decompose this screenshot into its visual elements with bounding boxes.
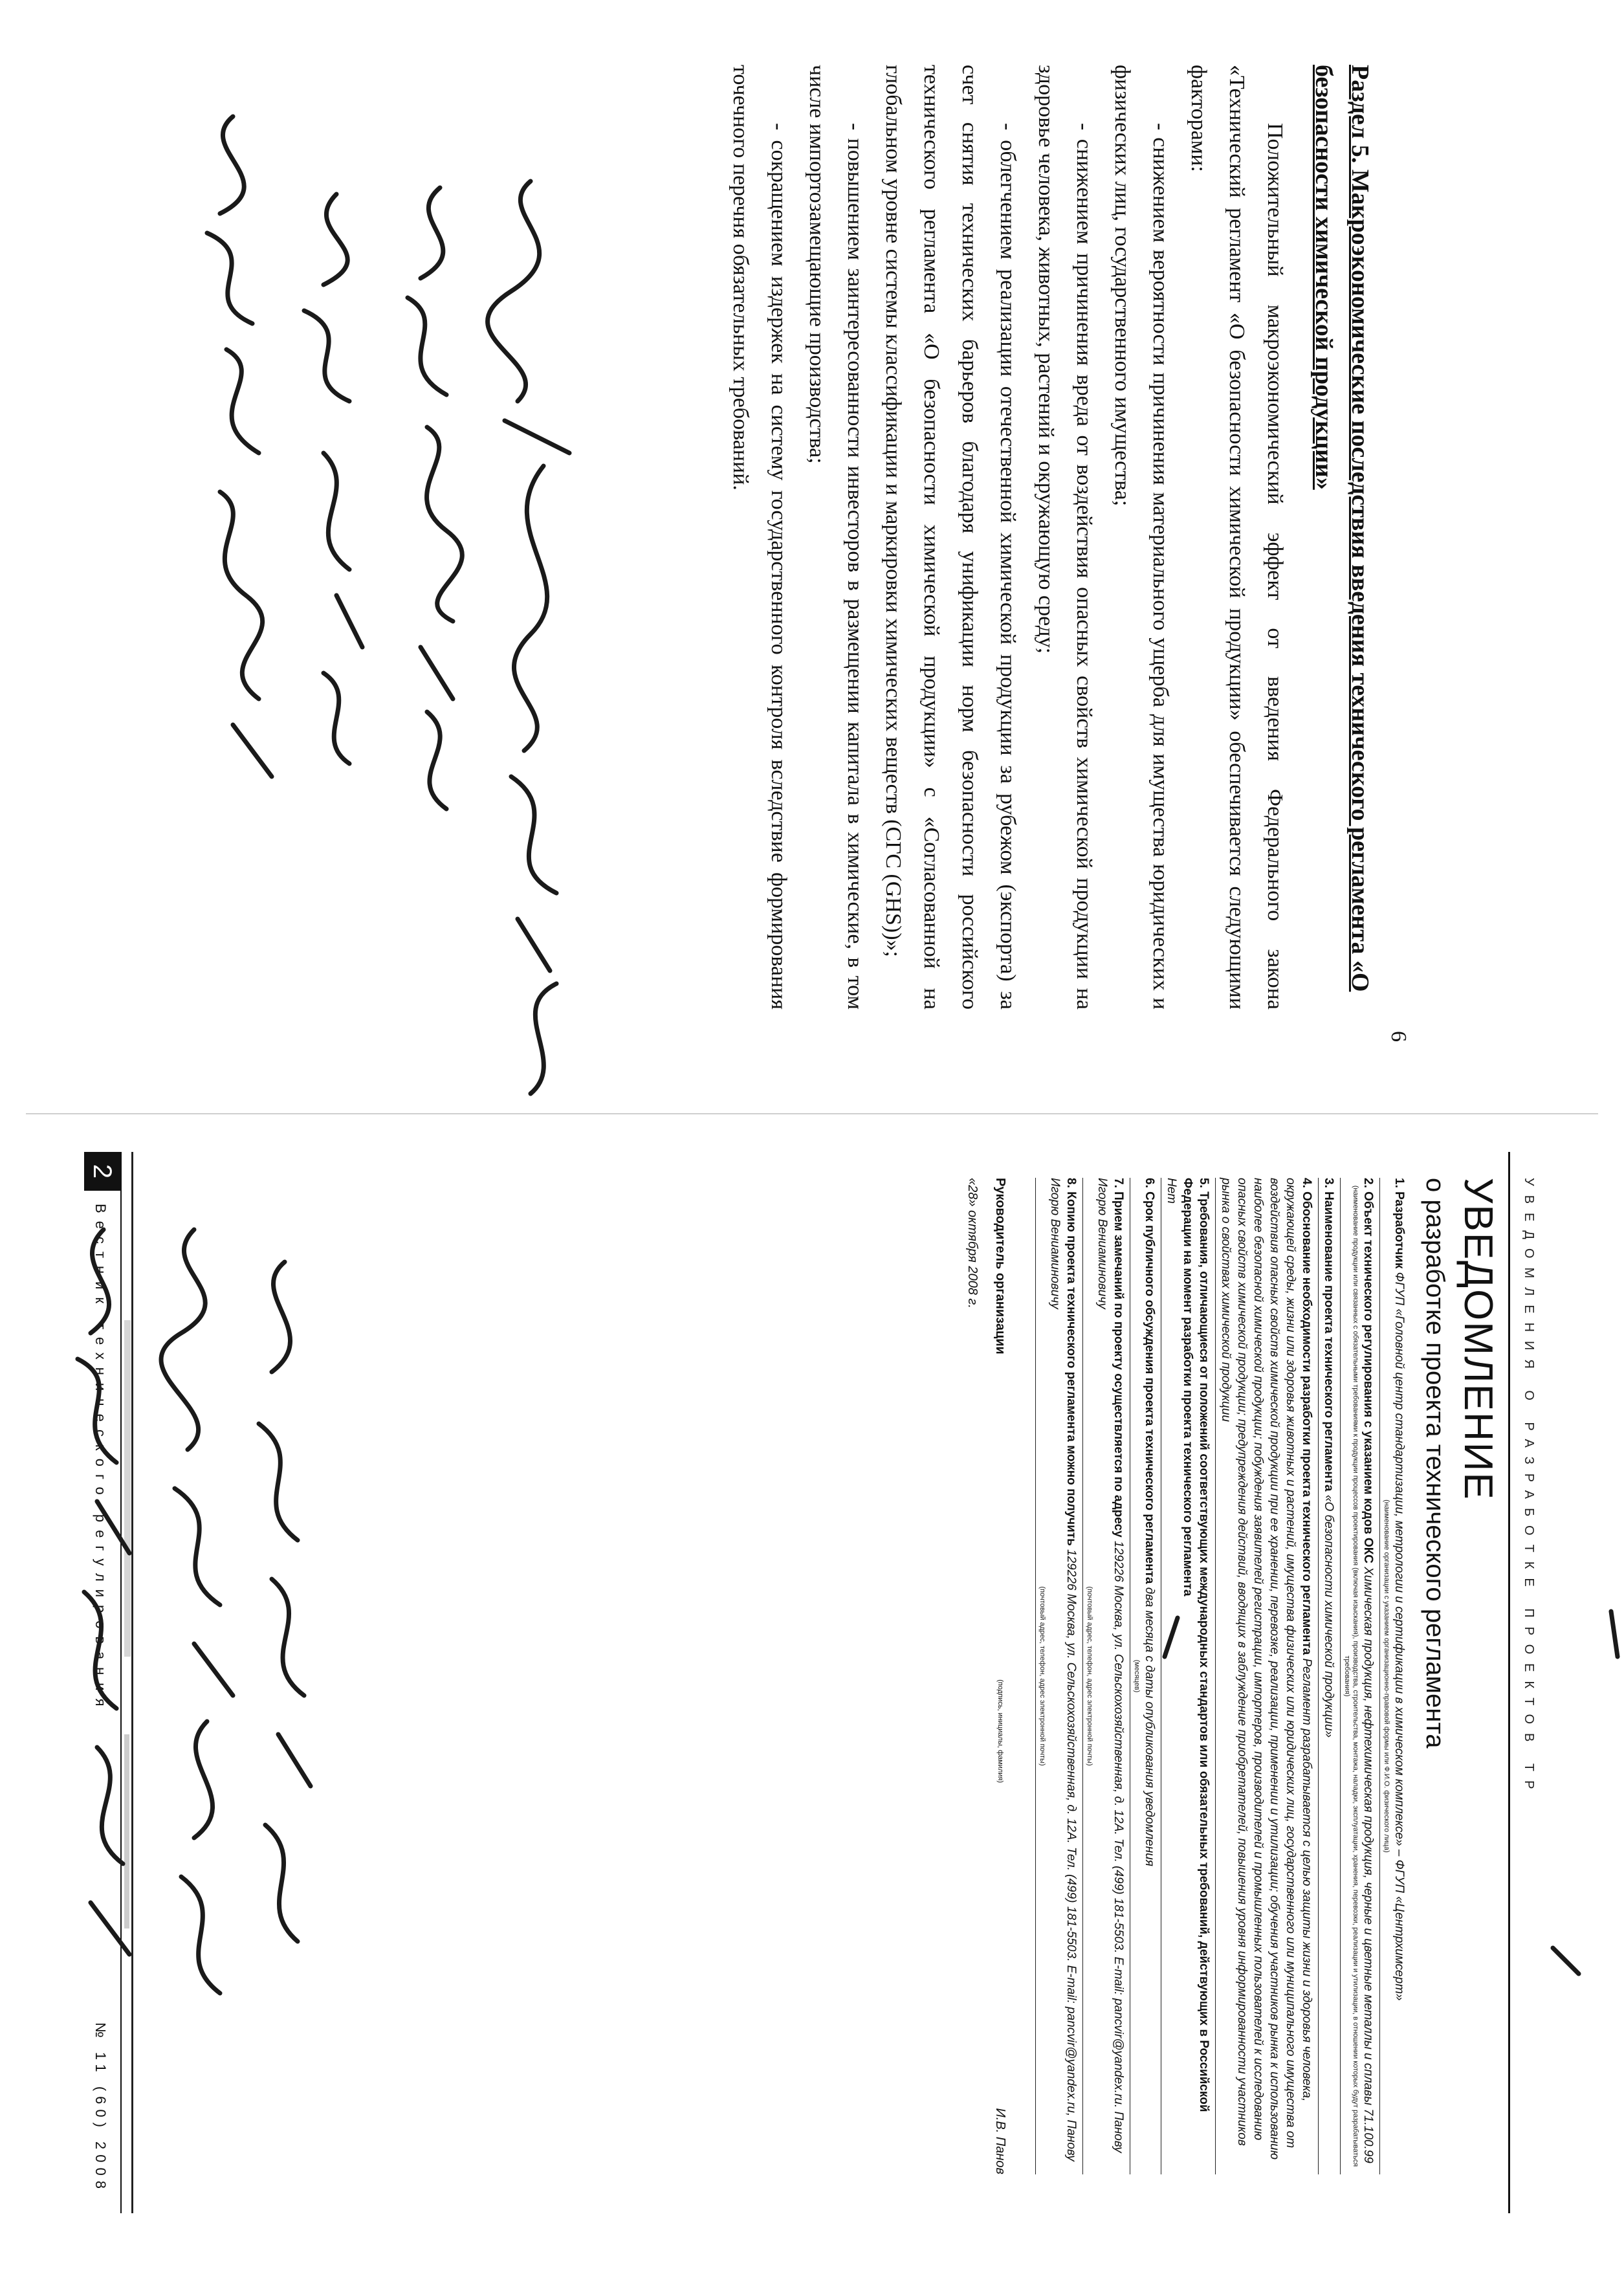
item-label: 2. Объект технического регулирования с указанием кодов ОКС <box>1361 1178 1375 1563</box>
notice-item-comments-address <box>1082 1178 1126 2174</box>
section-body <box>721 65 1294 1010</box>
page-number: 6 <box>1387 1031 1410 1042</box>
notice-item-copy-address <box>1035 1178 1079 2174</box>
footer-page-badge: 2 <box>84 1152 120 1191</box>
paragraph-factor: - облегчением реализации отечественной химической продукции за рубежом (экспорта) за счет снятия технических барьеров благодаря унификации норм безопасности российского технического регламента «О безопасности химической продукции» с «Согласованной на глобальном уровне системы классификации и маркировки химических веществ (СГС (GHS))»; <box>881 65 1020 1010</box>
report-page-section-5 <box>194 26 1423 1061</box>
journal-issue: № 11 (60) 2008 <box>93 2022 109 2194</box>
item-value: Химическая продукция, нефтехимическая продукция, черные и цветные металлы и сплавы 71.100.99 <box>1361 1567 1375 2163</box>
item-caption: (почтовый адрес, телефон, адрес электронной почты) <box>1086 1586 1093 1766</box>
paragraph-intro: Положительный макроэкономический эффект от введения Федерального закона «Технический регламент «О безопасности химической продукции» обеспечивается следующими факторами: <box>1187 65 1287 1010</box>
item-label: 6. Срок публичного обсуждения проекта технического регламента <box>1143 1178 1156 1584</box>
item-value: Регламент разрабатывается с целью защиты жизни и здоровья человека, окружающей среды, жизни или здоровья животных и растений, имущества физических или юридических лиц, государственного или муниципального имущества от воздействия опасных свойств химической продукции при ее хранении, перевозке, реализации, применении и утилизации; обучения участников рынка к использованию наиболее безопасной химической продукции; побуждения заявителей регистрации, импортеров, производителей и промышленных пользователей к исследованию опасных свойств химической продукции; предупреждения действий, вводящих в заблуждение приобретателей, повышения уровня информированности участников рынка о свойствах химической продукции <box>1219 1178 1313 2160</box>
item-label: 4. Обоснование необходимости разработки проекта технического регламента <box>1300 1178 1313 1655</box>
paragraph-factor: - повышением заинтересованности инвесторов в размещении капитала в химические, в том числе импортозамещающие производства; <box>805 65 867 1010</box>
item-caption: (месяцев) <box>1133 1659 1141 1693</box>
paragraph-factor: - снижением причинения вреда от воздействия опасных свойств химической продукции на здоровье человека, животных, растений и окружающую среду; <box>1034 65 1096 1010</box>
item-value: Нет <box>1165 1178 1178 1204</box>
notice-item-justification <box>1215 1178 1315 2174</box>
item-value: два месяца с даты опубликования уведомления <box>1143 1587 1156 1866</box>
item-value: 129226 Москва, ул. Сельскохозяйственная, д. 12А. Тел. (499) 181-5503. E-mail: pancvir@yandex.ru, Панову Игорю Вениаминовичу <box>1048 1178 1078 2161</box>
notice-item-project-name <box>1318 1178 1337 2174</box>
journal-footer <box>84 1152 122 2213</box>
running-header: УВЕДОМЛЕНИЯ О РАЗРАБОТКЕ ПРОЕКТОВ ТР <box>1522 1178 1536 1798</box>
section-heading: Раздел 5. Макроэкономические последствия введения технического регламента «О безопасности химической продукции» <box>1310 65 1374 992</box>
notice-subtitle: о разработке проекта технического регламента <box>1421 1178 1449 1749</box>
item-value: 129226 Москва, ул. Сельскохозяйственная, д. 12А. Тел. (499) 181-5503. E-mail: pancvir@yandex.ru. Панову Игорю Вениаминовичу <box>1095 1178 1125 2153</box>
item-label: 7. Прием замечаний по проекту осуществляется по адресу <box>1112 1178 1125 1538</box>
item-caption: (почтовый адрес, телефон, адрес электронной почты) <box>1038 1586 1046 1766</box>
paragraph-factor: - сокращением издержек на систему государственного контроля вследствие формирования точечного перечня обязательных требований. <box>729 65 791 1010</box>
notice-item-differences <box>1161 1178 1212 2174</box>
notice-title: УВЕДОМЛЕНИЕ <box>1456 1178 1500 1501</box>
item-label: 8. Копию проекта технического регламента можно получить <box>1064 1178 1078 1546</box>
leader-name: И.В. Панов <box>993 2108 1007 2174</box>
scan-artifact <box>120 1152 136 2213</box>
item-value: ФГУП «Головной центр стандартизации, метрологии и сертификации в химическом комплексе» – ФГУП «Центрхимсерт» <box>1392 1272 1406 2001</box>
item-caption: (наименование организации с указанием организационно-правовой формы или Ф.И.О. физического лица) <box>1383 1499 1390 1853</box>
notice-item-discussion-period <box>1130 1178 1158 2174</box>
header-rule <box>1508 1152 1510 2213</box>
item-value: «О безопасности химической продукции» <box>1322 1494 1335 1738</box>
item-label: 1. Разработчик <box>1392 1178 1406 1269</box>
paragraph-factor: - снижением вероятности причинения материального ущерба для имущества юридических и физических лиц, государственного имущества; <box>1110 65 1172 1010</box>
notice-items <box>964 1178 1407 2174</box>
item-caption: (наименование продукции или связанных с обязательными требованиями к продукции процессов проектирования (включая изыскания), производства, строительства, монтажа, наладки, эксплуатации, хранения, перевозки, реализации и утилизации, в отношении которых будут разрабатываться требования) <box>1343 1185 1359 2167</box>
leader-caption: (подпись, инициалы, фамилия) <box>996 1679 1004 1784</box>
notice-date: «28» октября 2008 г. <box>965 1178 980 1309</box>
notice-item-developer <box>1379 1178 1407 2174</box>
item-label: 3. Наименование проекта технического регламента <box>1322 1178 1335 1492</box>
page-divider <box>26 1113 1598 1114</box>
notice-item-object <box>1340 1178 1376 2174</box>
leader-signature-row <box>992 1178 1009 2174</box>
journal-name: Вестник технического регулирования <box>93 1204 109 1714</box>
journal-notice-page <box>84 1152 1546 2213</box>
leader-label: Руководитель организации <box>993 1178 1007 1354</box>
item-label: 5. Требования, отличающиеся от положений соответствующих международных стандартов или обязательных требований, действующих в Российской Федерации на момент разработки проекта технического регламента <box>1181 1178 1211 2112</box>
